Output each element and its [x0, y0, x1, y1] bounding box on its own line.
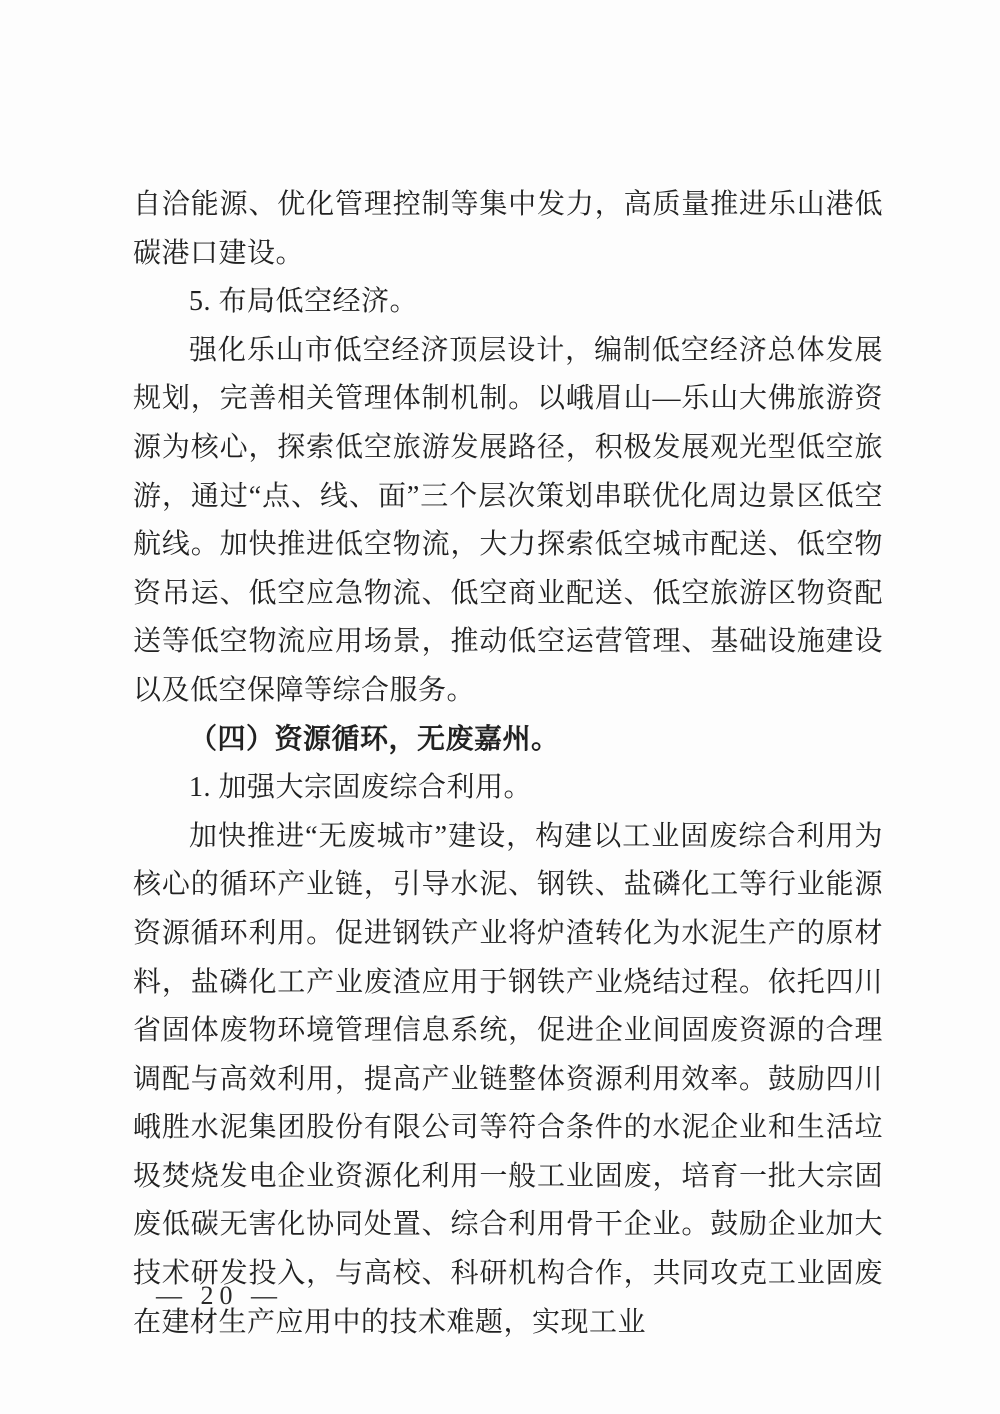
numbered-heading-5-low-altitude-economy: 5. 布局低空经济。: [189, 286, 419, 318]
section-heading-4-resource-recycling: （四）资源循环，无废嘉州。: [189, 723, 560, 755]
paragraph-solid-waste-body: 加快推进“无废城市”建设，构建以工业固废综合利用为核心的循环产业链，引导水泥、钢铁、盐磷化工等行业能源资源循环利用。促进钢铁产业将炉渣转化为水泥生产的原材料，盐磷化工产业废渣应用于钢铁产业烧结过程。依托四川省固体废物环境管理信息系统，促进企业间固废资源的合理调配与高效利用，提高产业链整体资源利用效率。鼓励四川峨胜水泥集团股份有限公司等符合条件的水泥企业和生活垃圾焚烧发电企业资源化利用一般工业固废，培育一批大宗固废低碳无害化协同处置、综合利用骨干企业。鼓励企业加大技术研发投入，与高校、科研机构合作，共同攻克工业固废在建材生产应用中的技术难题，实现工业: [133, 820, 883, 1338]
numbered-heading-1-bulk-solid-waste: 1. 加强大宗固废综合利用。: [189, 772, 533, 804]
document-body: [133, 181, 883, 1347]
paragraph-low-altitude-economy-body: 强化乐山市低空经济顶层设计，编制低空经济总体发展规划，完善相关管理体制机制。以峨眉山—乐山大佛旅游资源为核心，探索低空旅游发展路径，积极发展观光型低空旅游，通过“点、线、面”三个层次策划串联优化周边景区低空航线。加快推进低空物流，大力探索低空城市配送、低空物资吊运、低空应急物流、低空商业配送、低空旅游区物资配送等低空物流应用场景，推动低空运营管理、基础设施建设以及低空保障等综合服务。: [133, 334, 883, 706]
paragraph-continuation: 自洽能源、优化管理控制等集中发力，高质量推进乐山港低碳港口建设。: [133, 189, 883, 269]
page-number: — 20 —: [156, 1281, 283, 1310]
